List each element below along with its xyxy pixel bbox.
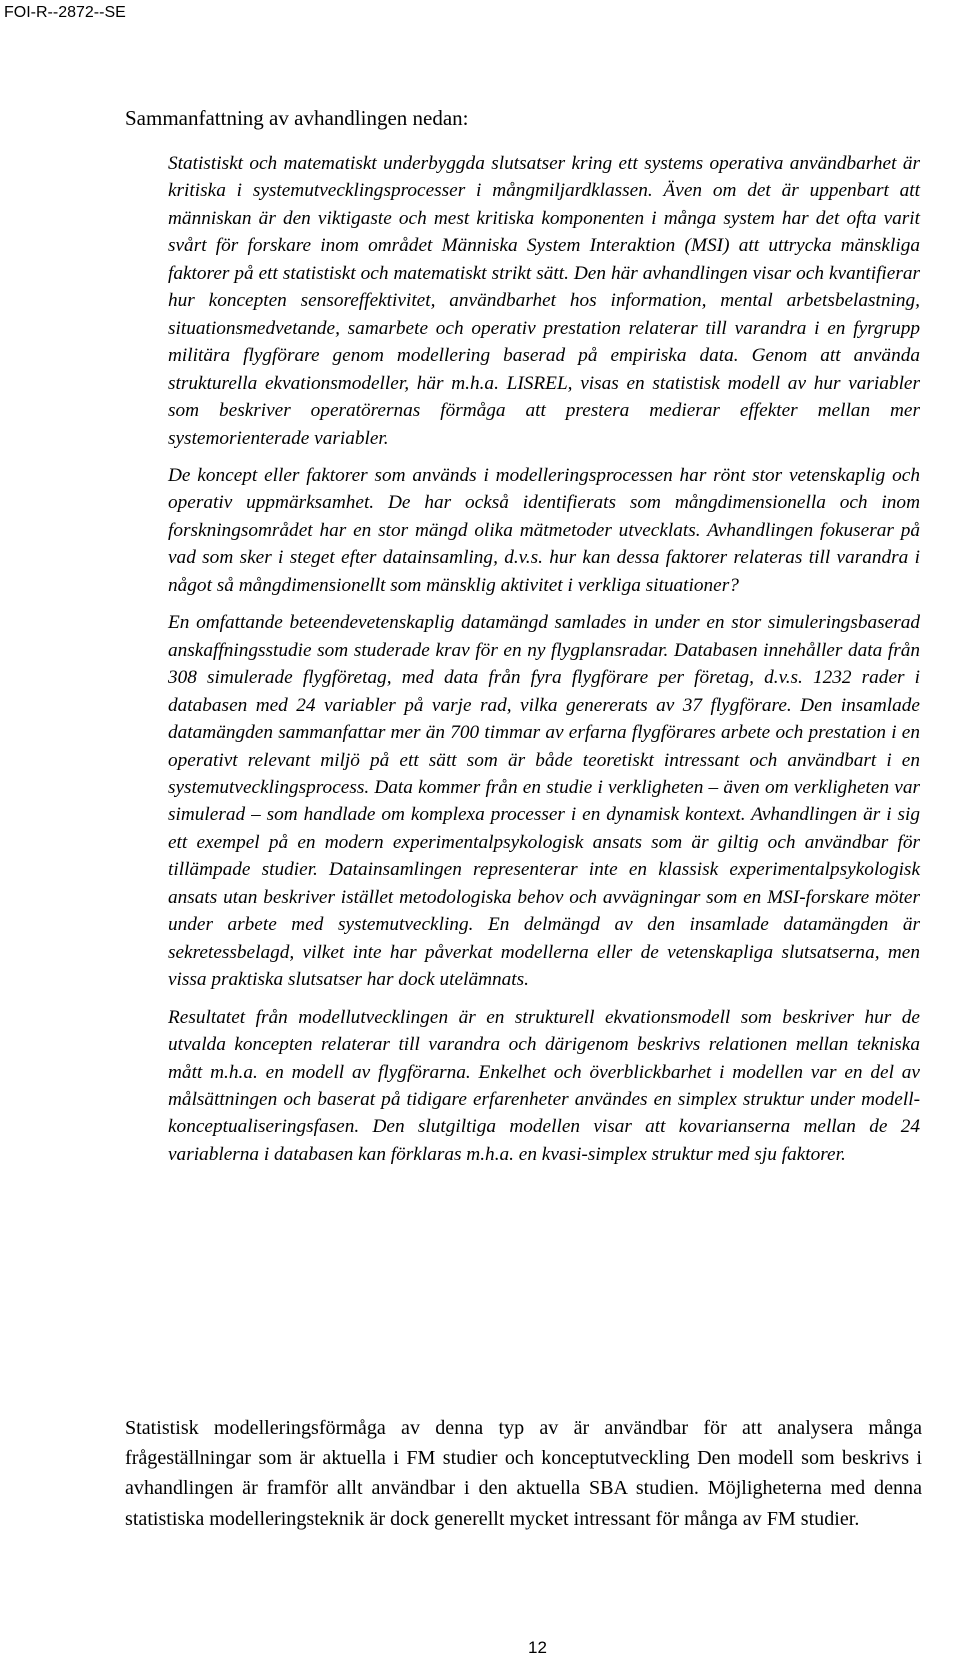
conclusion-paragraph: Statistisk modelleringsförmåga av denna typ av är användbar för att analysera många frågeställningar som är aktuella i FM studier och konceptutveckling Den modell som beskrivs i avhandlingen är framför allt användbar i den aktuella SBA studien. Möjligheterna med denna statistiska modelleringsteknik är dock generellt mycket intressant för många av FM studier. xyxy=(125,1417,922,1530)
abstract-paragraph-1: Statistiskt och matematiskt underbyggda slutsatser kring ett systems operativa användbarhet är kritiska i systemutvecklingsprocesser i mångmiljardklassen. Även om det är uppenbart att människan är den viktigaste och mest kritiska komponenten i många system har det ofta varit svårt för forskare inom området Människa System Interaktion (MSI) att uttrycka mänskliga faktorer på ett statistiskt och matematiskt strikt sätt. Den här avhandlingen visar och kvantifierar hur koncepten sensoreffektivitet, användbarhet hos information, mental arbetsbelastning, situationsmedvetande, samarbete och operativ prestation relaterar till varandra i en fyrgrupp militära flygförare genom modellering baserad på empiriska data. Genom att använda strukturella ekvationsmodeller, här m.h.a. LISREL, visas en statistisk modell av hur variabler som beskriver operatörernas förmåga att prestera medierar effekter mellan mer systemorienterade variabler. xyxy=(168,153,920,449)
abstract-paragraph-2: De koncept eller faktorer som används i modelleringsprocessen har rönt stor vetenskaplig och operativ uppmärksamhet. De har också identifierats som mångdimensionella och inom forskningsområdet har en stor mängd olika mätmetoder utvecklats. Avhandlingen fokuserar på vad som sker i steget efter datainsamling, d.v.s. hur kan dessa faktorer relateras till varandra i något så mångdimensionellt som mänsklig aktivitet i verkliga situationer? xyxy=(168,464,920,596)
thesis-abstract xyxy=(168,150,920,1178)
summary-intro-heading: Sammanfattning av avhandlingen nedan: xyxy=(125,106,469,130)
report-id: FOI-R--2872--SE xyxy=(4,4,126,21)
abstract-paragraph-4: Resultatet från modellutvecklingen är en strukturell ekvationsmodell som beskriver hur de utvalda koncepten relaterar till varandra och därigenom beskrivs relationen mellan tekniska mått m.h.a. en modell av flygförarna. Enkelhet och överblickbarhet i modellen var en del av målsättningen och baserat på tidigare erfarenheter användes en simplex struktur under modellkonceptualiseringsfasen. Den slutgiltiga modellen visar att kovarianserna mellan de 24 variablerna i databasen kan förklaras m.h.a. en kvasi-simplex struktur med sju faktorer. xyxy=(168,1006,920,1165)
abstract-paragraph-3: En omfattande beteendevetenskaplig datamängd samlades in under en stor simuleringsbaserad anskaffningsstudie som studerade krav för en ny flygplansradar. Databasen innehåller data från 308 simulerade flygföretag, med data från fyra flygförare per företag, d.v.s. 1232 rader i databasen med 24 variabler på varje rad, vilka genererats av 37 flygförare. Den insamlade datamängden sammanfattar mer än 700 timmar av erfarna flygförares arbete och prestation i en operativt relevant miljö på ett sätt som är både teoretiskt intressant och användbart i en systemutvecklingsprocess. Data kommer från en studie i verkligheten – även om verkligheten var simulerad – som handlade om komplexa processer i en dynamisk kontext. Avhandlingen är i sig ett exempel på en modern experimentalpsykologisk ansats som är giltig och användbar för tillämpade studier. Datainsamlingen representerar inte en klassisk experimentalpsykologisk ansats utan beskriver istället metodologiska behov och avvägningar som en MSI-forskare möter under arbete med systemutveckling. En delmängd av den insamlade datamängden är sekretessbelagd, vilket inte har påverkat modellerna eller de vetenskapliga slutsatserna, men vissa praktiska slutsatser har dock utelämnats. xyxy=(168,612,920,991)
page-number: 12 xyxy=(528,1638,547,1657)
